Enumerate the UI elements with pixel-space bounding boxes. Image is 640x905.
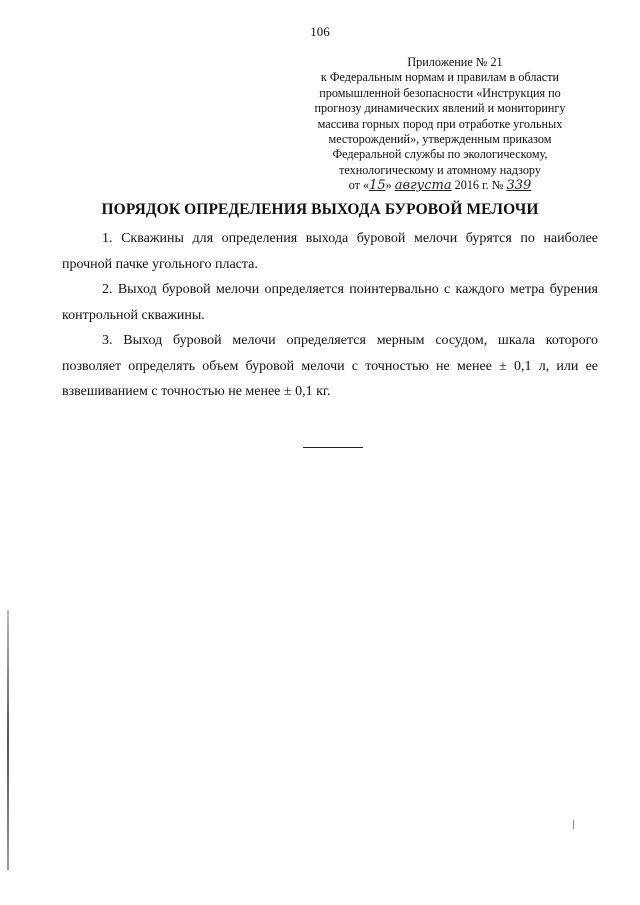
date-mid: » [385, 178, 392, 193]
date-prefix: от « [348, 178, 370, 193]
appendix-line: массива горных пород при отработке угольных [317, 116, 563, 131]
appendix-header [290, 55, 590, 194]
paragraph-1: 1. Скважины для определения выхода буровой мелочи бурятся по наиболее прочной пачке угольного пласта. [62, 231, 598, 272]
page-number: 106 [310, 24, 330, 39]
appendix-line: промышленной безопасности «Инструкция по [319, 85, 561, 100]
paragraph-2: 2. Выход буровой мелочи определяется поинтервально с каждого метра бурения контрольной скважины. [62, 282, 598, 323]
scan-edge-mark [7, 610, 9, 870]
document-heading: ПОРЯДОК ОПРЕДЕЛЕНИЯ ВЫХОДА БУРОВОЙ МЕЛОЧИ [101, 201, 539, 218]
appendix-title: Приложение № 21 [407, 55, 503, 69]
appendix-line: месторождений», утвержденным приказом [328, 132, 552, 147]
closing-rule [303, 447, 363, 448]
appendix-line: технологическому и атомному надзору [339, 162, 541, 177]
appendix-line: к Федеральным нормам и правилам в области [320, 70, 560, 85]
date-year: 2016 г. № [454, 178, 504, 193]
appendix-line: прогнозу динамических явлений и мониторингу [314, 101, 566, 116]
date-month-handwritten: августа [394, 178, 452, 194]
order-number-handwritten: 339 [506, 178, 532, 194]
document-body [62, 226, 598, 405]
appendix-line: Федеральной службы по экологическому, [332, 147, 548, 162]
date-day-handwritten: 15 [369, 178, 386, 194]
paragraph-3: 3. Выход буровой мелочи определяется мерным сосудом, шкала которого позволяет определять объем буровой мелочи с точностью не менее ± 0,1 л, или ее взвешиванием с точностью не менее ± 0,1 кг. [62, 333, 598, 399]
appendix-date-line [290, 178, 590, 193]
scan-tick-mark [573, 820, 574, 829]
